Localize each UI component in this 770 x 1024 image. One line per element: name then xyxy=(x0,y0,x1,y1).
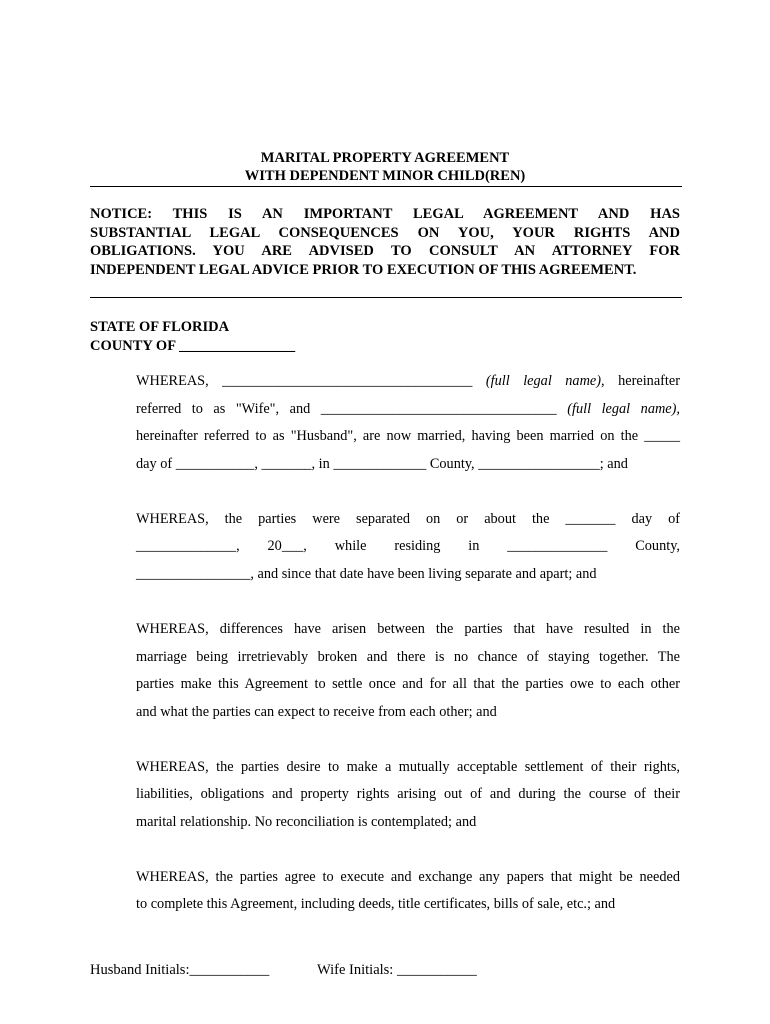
paragraph-3-line-3: parties make this Agreement to settle once and for all that the parties owe to each other xyxy=(136,676,680,692)
paragraph-4-line-2: liabilities, obligations and property rights arising out of and during the course of their xyxy=(136,786,680,802)
paragraph-1-line-3: hereinafter referred to as "Husband", are now married, having been married on the _____ xyxy=(136,428,680,444)
husband-initials-field[interactable]: Husband Initials:___________ xyxy=(90,962,270,978)
notice-line: SUBSTANTIAL LEGAL CONSEQUENCES ON YOU, YOUR RIGHTS AND xyxy=(90,224,680,241)
full-legal-name-hint: (full legal name), xyxy=(567,401,680,417)
paragraph-3-line-2: marriage being irretrievably broken and there is no chance of staying together. The xyxy=(136,649,680,665)
notice-line: NOTICE: THIS IS AN IMPORTANT LEGAL AGREEMENT AND HAS xyxy=(90,206,680,222)
paragraph-4-line-3: marital relationship. No reconciliation is contemplated; and xyxy=(136,814,477,830)
paragraph-5-line-1: WHEREAS, the parties agree to execute and exchange any papers that might be needed xyxy=(136,869,680,885)
paragraph-2-line-2: ______________, 20___, while residing in ______________ County, xyxy=(136,538,680,554)
county-label: COUNTY OF xyxy=(90,338,176,354)
wife-initials-field[interactable]: Wife Initials: ___________ xyxy=(317,962,477,978)
notice-line: OBLIGATIONS. YOU ARE ADVISED TO CONSULT AN ATTORNEY FOR xyxy=(90,243,680,259)
paragraph-1-line-4: day of ___________, _______, in _____________ County, _________________; and xyxy=(136,456,628,472)
state-heading: STATE OF FLORIDA xyxy=(90,319,230,335)
text-fragment: hereinafter xyxy=(604,373,680,389)
paragraph-4-line-1: WHEREAS, the parties desire to make a mutually acceptable settlement of their rights, xyxy=(136,759,680,775)
document-title-line1: MARITAL PROPERTY AGREEMENT xyxy=(260,150,510,166)
notice-line: INDEPENDENT LEGAL ADVICE PRIOR TO EXECUTION OF THIS AGREEMENT. xyxy=(90,261,637,278)
notice-divider xyxy=(90,297,682,298)
paragraph-5-line-2: to complete this Agreement, including deeds, title certificates, bills of sale, etc.; and xyxy=(136,896,616,912)
county-heading xyxy=(90,336,295,356)
paragraph-1-line-2 xyxy=(136,400,680,418)
notice-block xyxy=(90,205,680,279)
document-title-line2: WITH DEPENDENT MINOR CHILD(REN) xyxy=(244,168,526,184)
title-divider xyxy=(90,186,682,187)
paragraph-3-line-1: WHEREAS, differences have arisen between the parties that have resulted in the xyxy=(136,621,680,637)
wife-name-field[interactable]: WHEREAS, ___________________________________ xyxy=(136,373,486,389)
husband-name-field[interactable]: referred to as "Wife", and _________________________________ xyxy=(136,401,568,417)
county-field[interactable]: ________________ xyxy=(179,338,296,354)
paragraph-1-line-1 xyxy=(136,372,680,390)
full-legal-name-hint: (full legal name), xyxy=(485,373,605,389)
paragraph-2-line-3: ________________, and since that date have been living separate and apart; and xyxy=(136,566,597,582)
paragraph-3-line-4: and what the parties can expect to receive from each other; and xyxy=(136,704,497,720)
paragraph-2-line-1: WHEREAS, the parties were separated on or about the _______ day of xyxy=(136,511,680,527)
